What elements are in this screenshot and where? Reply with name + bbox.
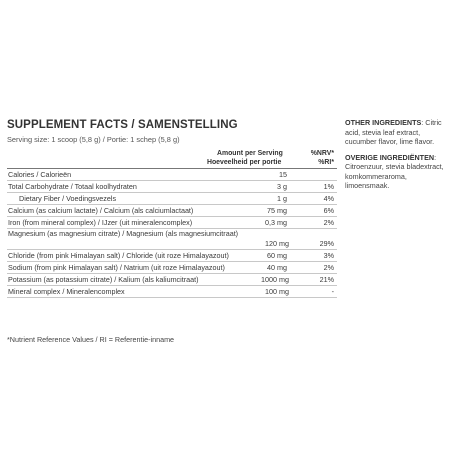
other-ingredients-text: : Citric acid, stevia leaf extract, cucumber flavor, lime flavor.	[345, 118, 442, 146]
table-header	[7, 148, 337, 169]
table-row	[7, 229, 337, 250]
nutrient-name: Chloride (from pink Himalayan salt) / Chloride (uit roze Himalayazout)	[8, 251, 229, 260]
amount-header: Amount per Serving	[217, 150, 283, 157]
amount-header-nl: Hoeveelheid per portie	[207, 159, 282, 166]
nutrient-name: Sodium (from pink Himalayan salt) / Natrium (uit roze Himalayazout)	[8, 263, 225, 272]
nutrient-amount: 60 mg	[267, 251, 287, 260]
nutrient-name: Dietary Fiber / Voedingsvezels	[19, 194, 117, 203]
overige-ingredienten-label: OVERIGE INGREDIËNTEN	[345, 152, 435, 162]
nutrient-name: Mineral complex / Mineralencomplex	[8, 287, 125, 296]
nutrient-name: Iron (from mineral complex) / IJzer (uit mineralencomplex)	[8, 218, 193, 227]
nutrient-name: Potassium (as potassium citrate) / Kalium (als kaliumcitraat)	[8, 275, 199, 284]
nutrient-amount: 120 mg	[265, 239, 289, 248]
nutrient-percent: 6%	[323, 206, 334, 215]
nrv-header: %NRV*	[310, 150, 334, 157]
table-row	[7, 169, 337, 181]
table-row	[7, 286, 337, 298]
nutrient-percent: -	[331, 287, 334, 296]
nutrient-name: Magnesium (as magnesium citrate) / Magnesium (als magnesiumcitraat)	[8, 229, 239, 238]
nutrient-percent: 3%	[323, 251, 334, 260]
nutrient-percent: 21%	[319, 275, 334, 284]
serving-size: Serving size: 1 scoop (5,8 g) / Portie: 1 schep (5,8 g)	[7, 135, 180, 144]
nutrient-percent: 2%	[323, 218, 334, 227]
nutrient-amount: 75 mg	[267, 206, 287, 215]
nutrient-amount: 1 g	[277, 194, 287, 203]
nutrient-amount: 15	[279, 170, 287, 179]
nutrient-amount: 1000 mg	[261, 275, 289, 284]
table-row	[7, 217, 337, 229]
table-row	[7, 262, 337, 274]
footnote: *Nutrient Reference Values / RI = Referentie-inname	[7, 335, 175, 344]
nutrient-name: Calcium (as calcium lactate) / Calcium (als calciumlactaat)	[8, 206, 194, 215]
other-ingredients-label: OTHER INGREDIENTS	[345, 118, 422, 127]
table-row	[7, 181, 337, 193]
nutrient-name: Total Carbohydrate / Totaal koolhydraten	[8, 182, 137, 191]
table-row	[7, 274, 337, 286]
overige-ingredienten-text: : Citroenzuur, stevia bladextract, komkommeraroma, limoensmaak.	[345, 152, 444, 190]
nutrient-amount: 100 mg	[265, 287, 289, 296]
table-row	[7, 250, 337, 262]
nutrient-amount: 3 g	[277, 182, 287, 191]
nutrient-percent: 4%	[323, 194, 334, 203]
nutrient-amount: 40 mg	[267, 263, 287, 272]
ingredients-panel	[345, 118, 445, 191]
table-row	[7, 193, 337, 205]
nutrient-percent: 1%	[323, 182, 334, 191]
ri-header: %RI*	[318, 159, 334, 166]
other-ingredients	[345, 118, 445, 147]
supplement-facts-panel	[7, 118, 337, 298]
nutrient-amount: 0,3 mg	[265, 218, 287, 227]
nutrient-name: Calories / Calorieën	[8, 170, 72, 179]
table-row	[7, 205, 337, 217]
nutrient-percent: 2%	[323, 263, 334, 272]
panel-title: SUPPLEMENT FACTS / SAMENSTELLING	[7, 119, 238, 131]
overige-ingredienten	[345, 153, 445, 191]
nutrient-percent: 29%	[319, 239, 334, 248]
